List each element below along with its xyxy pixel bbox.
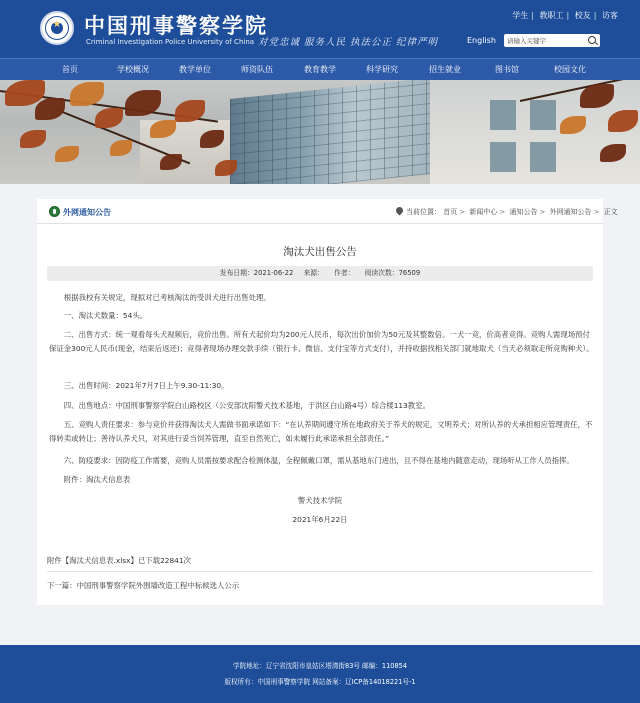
footer-copyright: 版权所有：中国刑事警察学院 网站备案：辽ICP备14018221号-1	[224, 678, 416, 686]
search-box	[504, 34, 600, 47]
article-paragraph: 根据我校有关规定，现拟对已考核淘汰的受训犬进行出售处理。	[63, 293, 271, 302]
nav-item-overview[interactable]: 学校概况	[117, 65, 149, 74]
article-paragraph: 三、出售时间：2021年7月7日上午9.30-11:30。	[63, 381, 229, 390]
next-article-label: 下一篇：	[47, 581, 77, 590]
location-pin-icon	[395, 206, 405, 216]
breadcrumb-notices[interactable]: 通知公告	[509, 208, 538, 216]
meta-source: 来源：	[303, 269, 324, 277]
nav-item-library[interactable]: 图书馆	[495, 65, 519, 74]
school-name-en: Criminal Investigation Police University of China	[86, 38, 255, 46]
top-link-staff[interactable]: 教职工	[539, 11, 564, 20]
breadcrumb-current: 正文	[603, 208, 618, 216]
top-link-students[interactable]: 学生	[512, 11, 529, 20]
article-meta	[47, 266, 593, 281]
next-article	[47, 580, 239, 591]
article-card	[37, 199, 618, 605]
nav-item-campus-culture[interactable]: 校园文化	[554, 65, 586, 74]
breadcrumb-label: 当前位置：	[406, 208, 441, 216]
top-link-visitors[interactable]: 访客	[602, 11, 618, 20]
nav-item-admissions[interactable]: 招生就业	[429, 65, 461, 74]
search-input[interactable]	[507, 35, 583, 46]
nav-item-faculty[interactable]: 师资队伍	[241, 65, 273, 74]
school-seal-icon[interactable]: ★	[40, 11, 74, 45]
language-link-english[interactable]: English	[467, 36, 496, 45]
divider	[47, 571, 593, 572]
breadcrumb-news[interactable]: 新闻中心	[469, 208, 498, 216]
attachment-note: 附件：淘汰犬信息表	[63, 475, 131, 484]
breadcrumb-home[interactable]: 首页	[443, 208, 458, 216]
nav-item-education[interactable]: 教育教学	[304, 65, 336, 74]
footer-address: 学院地址：辽宁省沈阳市皇姑区塔湾街83号 邮编：110854	[232, 662, 408, 670]
breadcrumb: 当前位置： 首页 > 新闻中心 > 通知公告 > 外网通知公告 > 正文	[406, 208, 618, 216]
section-icon	[49, 206, 60, 217]
breadcrumb-external-notices[interactable]: 外网通知公告	[549, 208, 592, 216]
section-header	[37, 199, 618, 224]
nav-item-home[interactable]: 首页	[62, 65, 78, 74]
meta-author: 作者：	[334, 269, 355, 277]
signature-date: 2021年6月22日	[292, 515, 348, 524]
article-paragraph: 一、淘汰犬数量：54头。	[63, 311, 148, 320]
article-paragraph: 四、出售地点：中国刑事警察学院白山路校区（公安部沈阳警犬技术基地，于洪区白山路4号）综合楼113教室。	[63, 401, 430, 410]
next-article-link[interactable]: 中国刑事警察学院外围墙改造工程中标候选人公示	[76, 581, 240, 590]
site-footer	[0, 645, 640, 703]
school-slogan: 对党忠诚 服务人民 执法公正 纪律严明	[258, 37, 439, 48]
search-icon[interactable]	[588, 36, 596, 44]
signature-org: 警犬技术学院	[297, 496, 343, 505]
article-paragraph: 六、防疫要求：因防疫工作需要，竞购人员需按要求配合检测体温，全程佩戴口罩，需从基地东门进出，且不得在基地内随意走动，现场听从工作人员指挥。	[63, 456, 574, 465]
main-nav	[0, 58, 640, 80]
meta-views: 阅读次数：76509	[364, 269, 421, 277]
school-name-cn[interactable]: 中国刑事警察学院	[84, 13, 268, 38]
article-paragraph: 五、竞购人责任要求：参与竞价并获得淘汰犬人需做书面承诺如下：“在认养期间遵守所在地政府关于养犬的规定，文明养犬；对所认养的犬承担相应管理责任，不得转卖或转让；善待认养犬只，对其进行妥当饲养管理，直至自然死亡，如未履行此承诺承担全部责任。”	[49, 420, 593, 443]
meta-date: 发布日期：2021-06-22	[219, 269, 294, 277]
article-paragraph: 二、出售方式：统一观看每头犬视频后，竞价出售。所有犬起价均为200元人民币，每次出价加价为50元及其整数倍。一犬一竞，价高者竞得。竞购人需现场预付保证金300元人民币(现金，结束后返还)；竞得者现场办理交款手续（银行卡、微信、支付宝等方式支付），并持收据找相关部门就地取犬（当天必须取走所竞购种犬）。	[49, 330, 594, 353]
nav-item-research[interactable]: 科学研究	[366, 65, 398, 74]
attachment-download-link[interactable]: 附件【淘汰犬信息表.xlsx】已下载22841次	[47, 556, 191, 565]
campus-banner-image	[0, 80, 640, 184]
section-title: 外网通知公告	[63, 208, 111, 217]
site-header	[0, 0, 640, 58]
top-link-alumni[interactable]: 校友	[574, 11, 591, 20]
article-title: 淘汰犬出售公告	[283, 246, 357, 258]
top-links: 学生 | 教职工 | 校友 | 访客	[512, 11, 618, 20]
nav-item-departments[interactable]: 教学单位	[179, 65, 211, 74]
